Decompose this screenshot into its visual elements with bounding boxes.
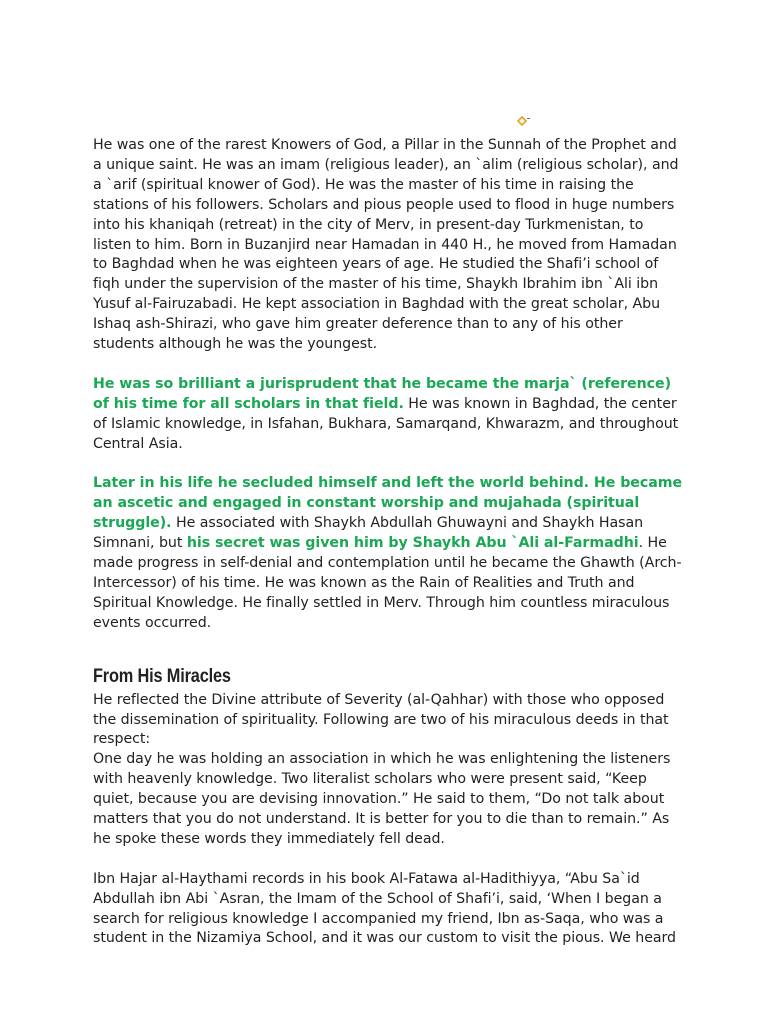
highlighted-text: his secret was given him by Shaykh Abu `Ali al-Farmadhi	[186, 535, 639, 552]
paragraph-seclusion	[93, 474, 683, 633]
paragraph-miracle-one: One day he was holding an association in which he was enlightening the listeners with heavenly knowledge. Two literalist scholars who were present said, “Keep quiet, because you are devising innovation.” He said to them, “Do not talk about matters that you do not understand. It is better for you to die than to remain.” As he spoke these words they immediately fell dead.	[93, 751, 671, 847]
paragraph-miracle-two: Ibn Hajar al-Haythami records in his book Al-Fatawa al-Hadithiyya, “Abu Sa`id Abdullah ibn Abi `Asran, the Imam of the School of Shafi’i, said, ‘When I began a search for religious knowledge I accompanied my friend, Ibn as-Saqa, who was a student in the Nizamiya School, and it was our custom to visit the pious. We heard	[93, 870, 677, 947]
highlighted-text: He was so brilliant a jurisprudent that he became the marja` (reference) of his time for all scholars in that field.	[93, 375, 672, 412]
section-heading: From His Miracles	[93, 665, 231, 687]
body-text: He was known in Baghdad, the center of Islamic knowledge, in Isfahan, Bukhara, Samarqand, Khwarazm, and throughout Central Asia.	[93, 395, 679, 452]
paragraph-severity: He reflected the Divine attribute of Severity (al-Qahhar) with those who opposed the dissemination of spirituality. Following are two of his miraculous deeds in that respect:	[93, 691, 669, 748]
paragraph-biography: He was one of the rarest Knowers of God, a Pillar in the Sunnah of the Prophet and a unique saint. He was an imam (religious leader), an `alim (religious scholar), and a `arif (spiritual knower of God). He was the master of his time in raising the stations of his followers. Scholars and pious people used to flood in huge numbers into his khaniqah (retreat) in the city of Merv, in present-day Turkmenistan, to listen to him. Born in Buzanjird near Hamadan in 440 H., he moved from Hamadan to Baghdad when he was eighteen years of age. He studied the Shafi’i school of fiqh under the supervision of the master of his time, Shaykh Ibrahim ibn `Ali ibn Yusuf al-Fairuzabadi. He kept association in Baghdad with the great scholar, Abu Ishaq ash-Shirazi, who gave him greater deference than to any of his other students although he was the youngest.	[93, 137, 679, 353]
document-body	[93, 136, 683, 949]
diamond-ornament-icon	[517, 116, 531, 126]
paragraph-jurisprudent	[93, 375, 683, 455]
highlighted-text: Later in his life he secluded himself and left the world behind. He became an ascetic and engaged in constant worship and mujahada (spiritual struggle).	[93, 475, 683, 532]
body-text: . He made progress in self-denial and contemplation until he became the Ghawth (Arch-Intercessor) of his time. He was known as the Rain of Realities and Truth and Spiritual Knowledge. He finally settled in Merv. Through him countless miraculous events occurred.	[93, 535, 682, 631]
body-text: He associated with Shaykh Abdullah Ghuwayni and Shaykh Hasan Simnani, but	[93, 515, 644, 552]
